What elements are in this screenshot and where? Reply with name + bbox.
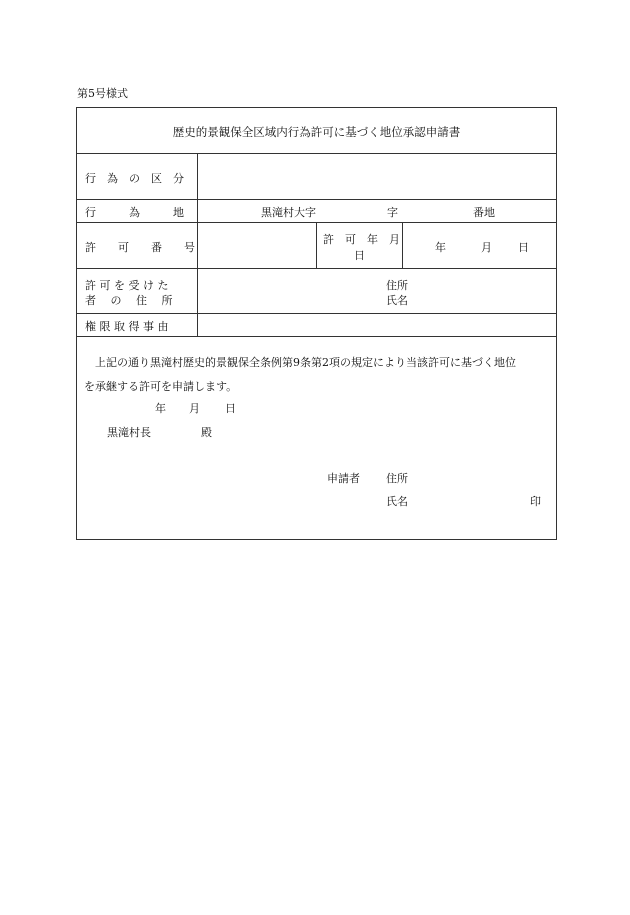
permit-date-label-line2: 日 xyxy=(354,249,365,262)
form-title: 歴史的景観保全区域内行為許可に基づく地位承認申請書 xyxy=(172,125,461,139)
statement-line-1: 上記の通り黒滝村歴史的景観保全条例第9条第2項の規定により当該許可に基づく地位 xyxy=(95,356,516,369)
row-divider xyxy=(77,268,556,269)
aza-label: 字 xyxy=(387,206,398,219)
permit-number-label: 許 可 番 号 xyxy=(85,241,195,254)
label-column-divider xyxy=(197,153,198,336)
permit-holder-label-line1: 許 可 を 受 け た xyxy=(85,279,169,292)
form-number: 第5号様式 xyxy=(77,87,128,100)
application-statement xyxy=(84,351,554,399)
village-label: 黒滝村大字 xyxy=(261,206,316,219)
act-category-label: 行 為 の 区 分 xyxy=(85,172,184,185)
permit-holder-label-line2: 者 の 住 所 xyxy=(85,294,173,307)
holder-address-label: 住所 xyxy=(386,279,408,292)
cell-divider xyxy=(316,222,317,268)
cell-divider xyxy=(402,222,403,268)
holder-name-label: 氏名 xyxy=(386,294,408,307)
permit-number-field[interactable] xyxy=(199,223,315,267)
application-date-month: 月 xyxy=(189,402,200,415)
act-category-field[interactable] xyxy=(199,154,555,198)
addressee: 黒滝村長 xyxy=(107,426,151,439)
acquisition-reason-field[interactable] xyxy=(199,314,555,335)
honorific: 殿 xyxy=(201,426,212,439)
permit-date-day: 日 xyxy=(518,241,529,254)
permit-date-year: 年 xyxy=(435,241,446,254)
application-date-year: 年 xyxy=(155,402,166,415)
application-form xyxy=(76,107,557,540)
applicant-name-label: 氏名 xyxy=(386,495,408,508)
acquisition-reason-label: 権 限 取 得 事 由 xyxy=(85,320,169,333)
application-date-day: 日 xyxy=(225,402,236,415)
statement-line-2: を承継する許可を申請します。 xyxy=(84,380,238,393)
row-divider xyxy=(77,336,556,337)
applicant-label: 申請者 xyxy=(327,472,360,485)
applicant-address-label: 住所 xyxy=(386,472,408,485)
permit-date-label-line1: 許 可 年 月 xyxy=(323,233,400,246)
banchi-label: 番地 xyxy=(473,206,495,219)
permit-date-month: 月 xyxy=(481,241,492,254)
act-location-label: 行 為 地 xyxy=(85,206,184,219)
row-divider xyxy=(77,199,556,200)
seal-mark: 印 xyxy=(530,495,541,508)
